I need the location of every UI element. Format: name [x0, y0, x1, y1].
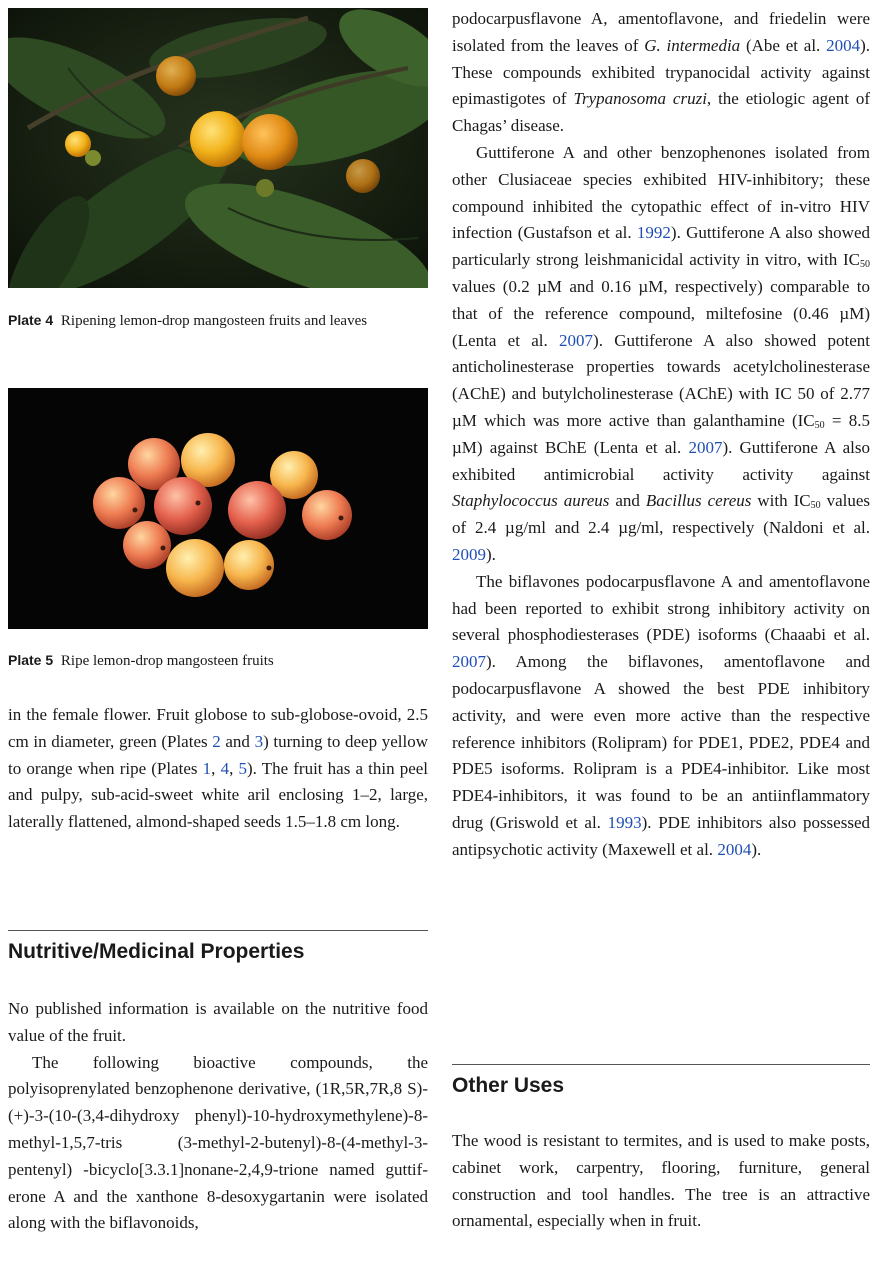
- guttiferone-paragraph: [452, 140, 870, 569]
- text-run: , the etiologic agent of Chagas’ disease.: [452, 89, 870, 136]
- section-divider: [8, 930, 428, 931]
- subscript: 50: [810, 500, 821, 512]
- right-column-lower: [452, 1128, 870, 1235]
- organism-name: Trypanosoma cruzi: [573, 89, 707, 109]
- left-column-lower: [8, 996, 428, 1237]
- text-run: and: [220, 731, 255, 751]
- plate-4-photo: [8, 8, 428, 288]
- text-run: Guttiferone A and other benzophenones isolated from other Clusiaceae species exhibited HIV-inhibitory; these compound inhibited the cytopathic effect of in-vitro HIV infection (Gustafson et al.: [452, 142, 870, 243]
- section-heading-other-uses: Other Uses: [452, 1074, 565, 1097]
- biflavones-paragraph: [452, 569, 870, 864]
- subscript: 50: [860, 259, 870, 271]
- text-run: ).: [486, 544, 496, 564]
- citation-link[interactable]: 2007: [688, 437, 723, 457]
- fruit-description-paragraph: [8, 702, 428, 836]
- text-run: (Abe et al.: [740, 35, 827, 55]
- plate-link[interactable]: 4: [220, 758, 230, 778]
- plate-4-caption: [8, 310, 428, 331]
- citation-link[interactable]: 2007: [452, 652, 486, 672]
- text-run: The biflavones podocarpusflavone A and amentoflavone had been reported to exhibit strong inhibitory activity on several phosphodiesterases (PDE) isoforms (Chaaabi et al.: [452, 571, 870, 645]
- text-run: podocarpusflavone A, amentoflavone, and friedelin were isolated from the leaves of: [452, 9, 870, 55]
- plate-link[interactable]: 1: [202, 758, 212, 778]
- plate-4-caption-text: Ripening lemon-drop mangosteen fruits and leaves: [60, 313, 368, 329]
- text-run: ).: [751, 839, 762, 859]
- section-divider: [452, 1064, 870, 1065]
- text-run: ). Guttiferone A also showed particularly strong leishmanicidal activity in vitro, with IC: [452, 223, 870, 270]
- text-run: ,: [211, 758, 221, 778]
- text-run: ). These compounds exhibited trypanocidal activity against epimastigotes of: [452, 35, 870, 109]
- plate-link[interactable]: 3: [254, 731, 264, 751]
- citation-link[interactable]: 2009: [452, 544, 486, 564]
- text-run: in the female flower. Fruit globose to sub-globose-ovoid, 2.5 cm in diameter, green (Plates: [8, 705, 428, 751]
- plate-5-photo: [8, 388, 428, 629]
- text-run: ). Among the biflavones, amentoflavone and podocarpusflavone A showed the best PDE inhibitory activity, and were even more active than the respective reference inhibitors (Rolipram) for PDE1, PDE2, PDE4 and PDE5 isoforms. Rolipram is a PDE4-inhibitor. Like most PDE4-inhibitors, it was found to be an antiinflammatory drug (Griswold et al.: [452, 652, 870, 832]
- plate-5-image: [8, 388, 428, 629]
- species-name: G. intermedia: [644, 35, 741, 55]
- plate-5-label: Plate 5: [8, 652, 54, 668]
- subscript: 50: [814, 419, 825, 431]
- organism-name: Staphylococcus aureus: [452, 491, 610, 511]
- leaves-compounds-paragraph: [452, 6, 870, 140]
- left-column-upper: [8, 702, 428, 836]
- right-column: [452, 6, 870, 864]
- section-heading-nutritive: Nutritive/Medicinal Properties: [8, 940, 305, 963]
- citation-link[interactable]: 2007: [559, 330, 594, 350]
- plate-4-image: [8, 8, 428, 288]
- text-run: ). PDE inhibitors also possessed antipsychotic activity (Maxewell et al.: [452, 812, 870, 859]
- text-run: = 8.5 µM) against BChE (Lenta et al.: [452, 410, 870, 457]
- other-uses-paragraph: The wood is resistant to termites, and is used to make posts, cabinet work, carpentry, flooring, furniture, general construction and tool handles. The tree is an attractive ornamental, especially when in fruit.: [452, 1131, 870, 1231]
- text-run: ). Guttiferone A also showed potent anticholinesterase properties towards acetylcholinesterase (AChE) and butylcholinesterase (AChE) with IC 50 of 2.77 µM which was more active than galanthamine (IC: [452, 330, 870, 430]
- text-run: ) turning to deep yellow to orange when ripe (Plates: [8, 731, 428, 778]
- text-run: values of 2.4 µg/ml and 2.4 µg/ml, respectively (Naldoni et al.: [452, 491, 871, 538]
- citation-link[interactable]: 1993: [607, 812, 642, 832]
- organism-name: Bacillus cereus: [645, 491, 752, 511]
- plate-5-caption: [8, 650, 428, 671]
- text-run: values (0.2 µM and 0.16 µM, respectively) comparable to that of the reference compound, miltefosine (0.46 µM) (Lenta et al.: [452, 276, 870, 350]
- text-run: ,: [229, 758, 239, 778]
- text-run: with IC: [751, 491, 811, 511]
- bioactive-paragraph: The following bioactive compounds, the polyisoprenylated benzophenone derivative, (1R,5R,7R,8 S)-(+)-3-(10-(3,4-dihydroxy phenyl)-10-hydroxymethylene)-8-methyl-1,5,7-tris (3-methyl-2-butenyl)-8-(4-methyl-3-pentenyl) -bicyclo[3.3.1]nonane-2,4,9-trione named guttiferone A and the xanthone 8-desoxygartanin were isolated along with the biflavonoids,: [8, 1052, 428, 1233]
- plate-link[interactable]: 2: [212, 731, 221, 751]
- text-run: ). Guttiferone A also exhibited antimicrobial activity activity against: [452, 437, 870, 484]
- citation-link[interactable]: 1992: [636, 223, 671, 243]
- citation-link[interactable]: 2004: [826, 35, 861, 55]
- citation-link[interactable]: 2004: [717, 839, 752, 859]
- text-run: ). The fruit has a thin peel and pulpy, sub-acid-sweet white aril enclosing 1–2, large, laterally flattened, almond-shaped seeds 1.5–1.8 cm long.: [8, 758, 429, 832]
- plate-4-label: Plate 4: [8, 312, 54, 328]
- plate-link[interactable]: 5: [238, 758, 247, 778]
- plate-5-caption-text: Ripe lemon-drop mangosteen fruits: [60, 653, 274, 669]
- text-run: and: [609, 491, 646, 511]
- nutritive-paragraph: No published information is available on the nutritive food value of the fruit.: [8, 999, 428, 1045]
